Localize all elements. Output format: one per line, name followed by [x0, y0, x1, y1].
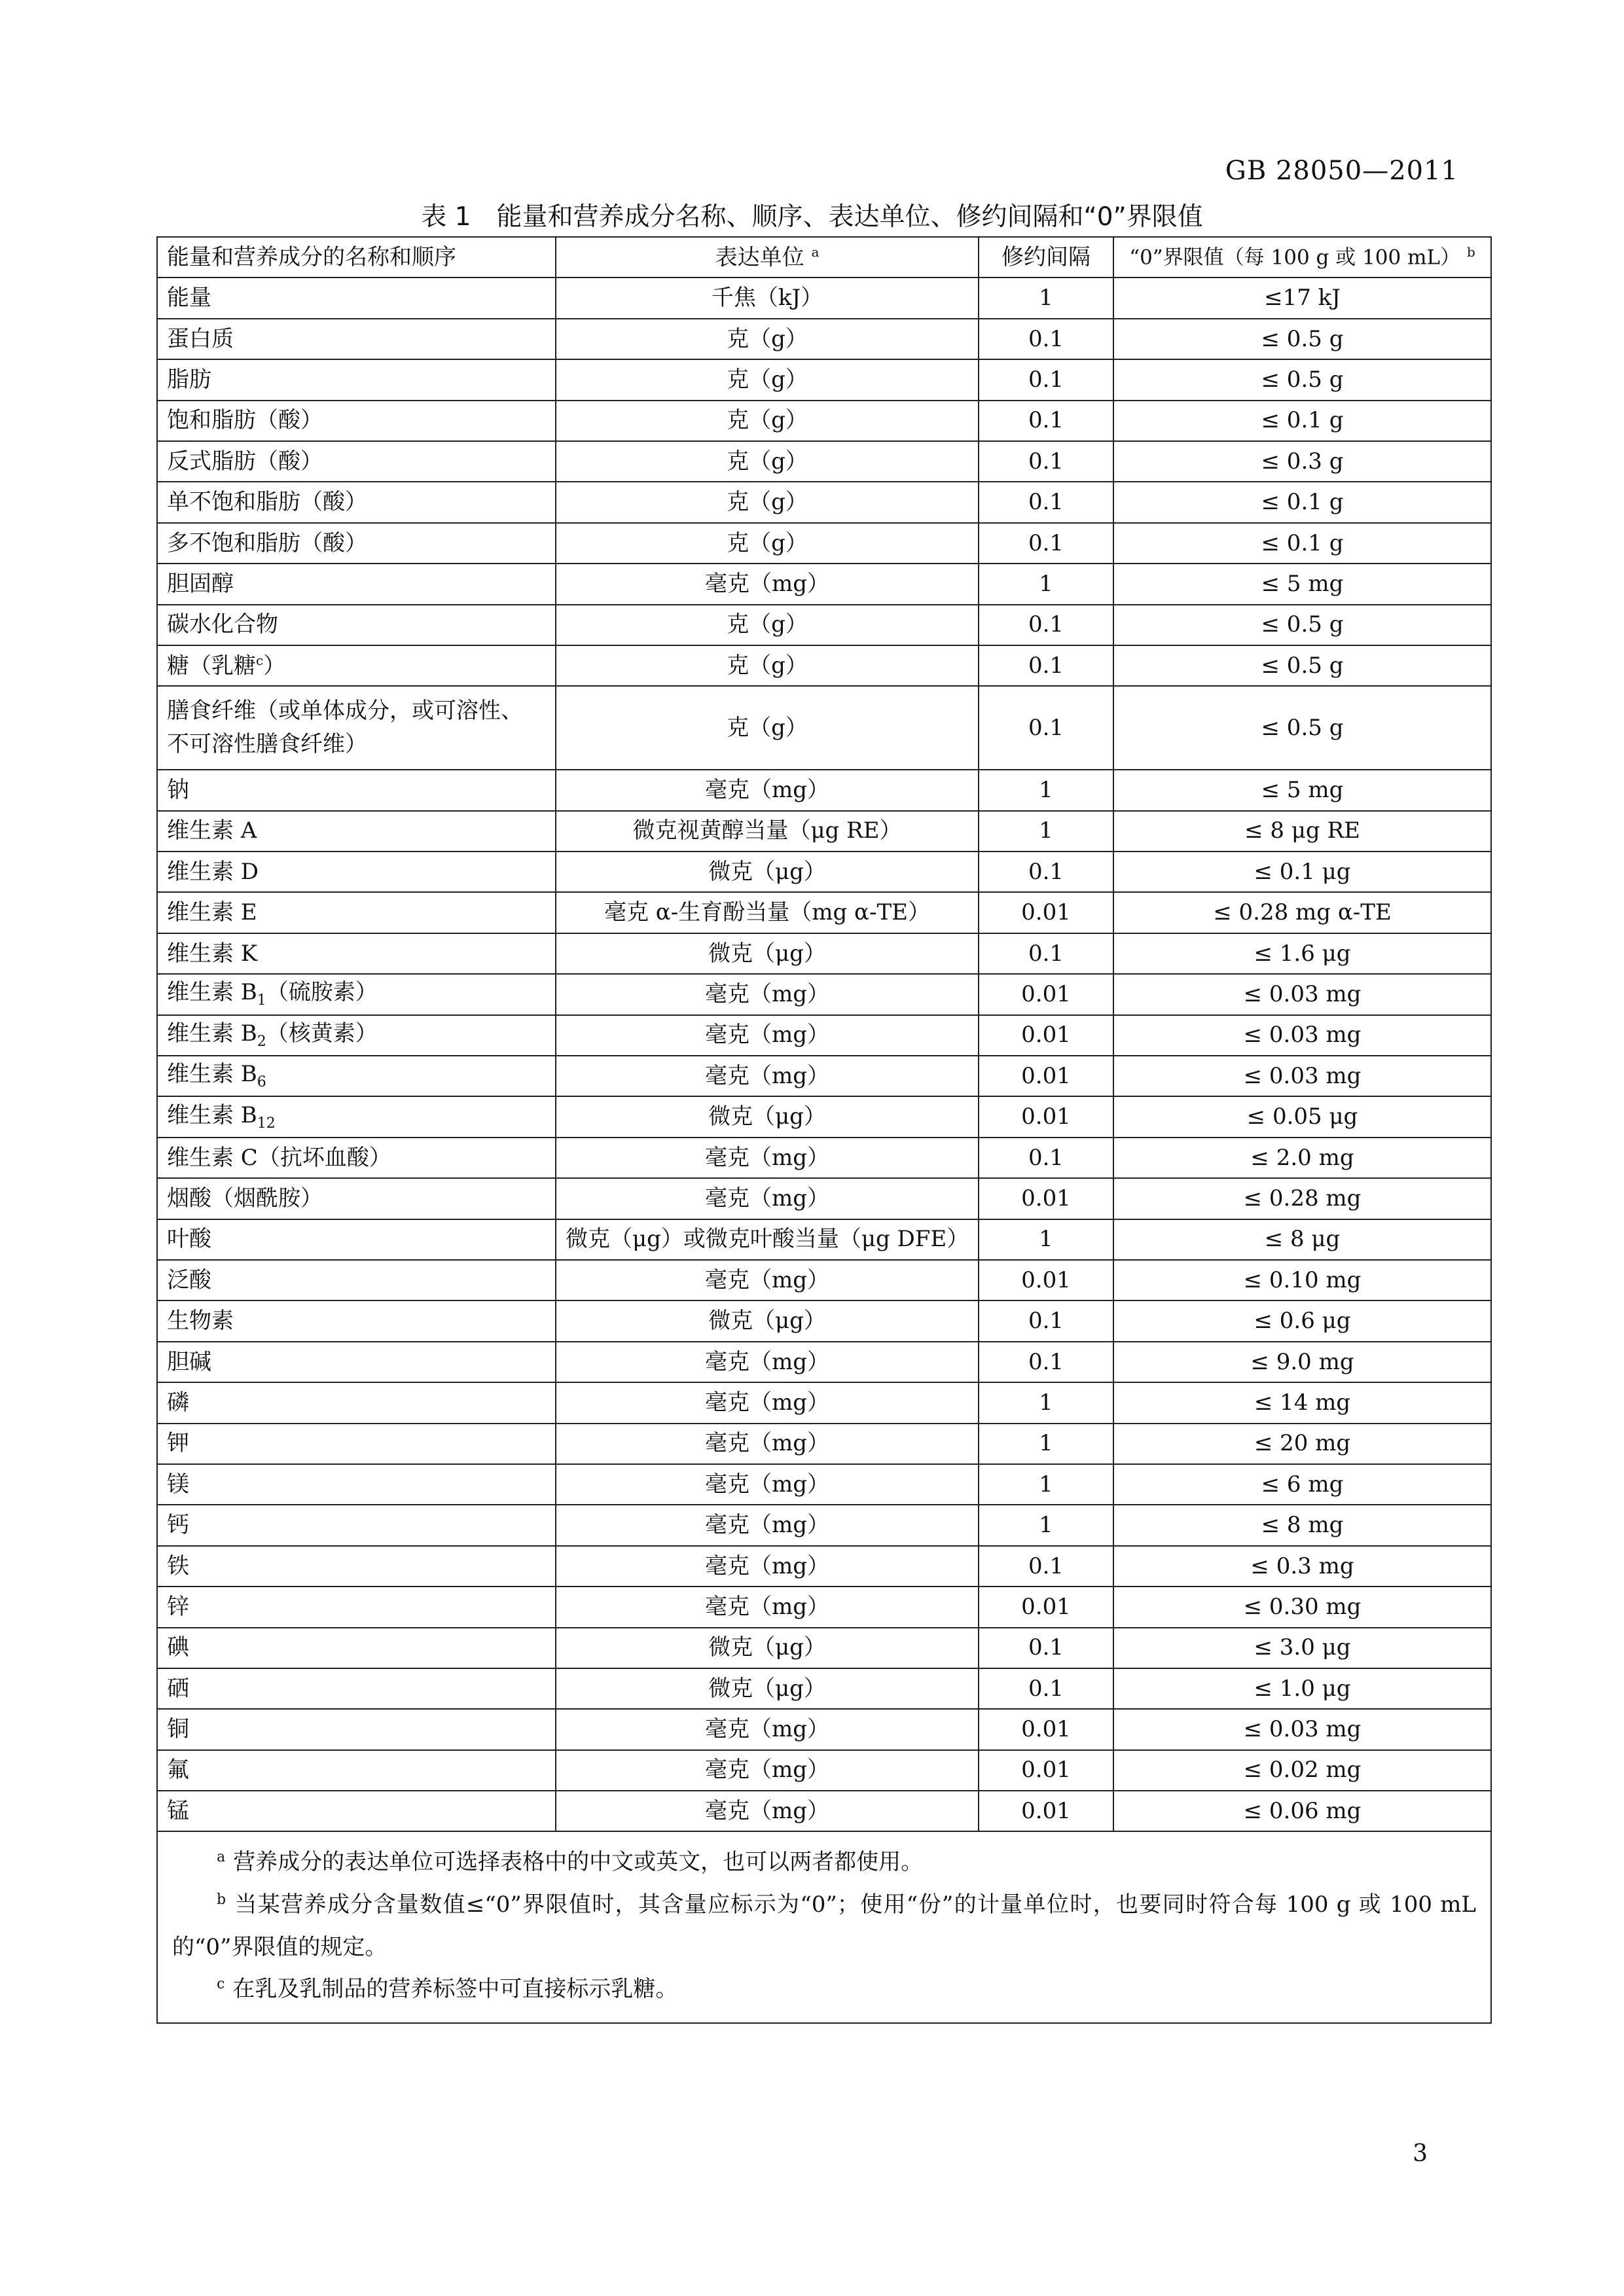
nutrient-name: 泛酸: [157, 1260, 556, 1300]
zero-limit: ≤ 5 mg: [1113, 770, 1491, 810]
zero-limit: ≤ 0.1 g: [1113, 482, 1491, 522]
zero-limit: ≤ 0.06 mg: [1113, 1791, 1491, 1831]
expression-unit: 微克（μg）: [556, 1096, 979, 1137]
nutrient-name: 维生素 $B_2$（核黄素）: [157, 1015, 556, 1056]
table-row: [157, 1424, 1491, 1464]
table-body: [157, 278, 1491, 1831]
nutrient-name: 维生素 $B_6$: [157, 1056, 556, 1096]
zero-limit: ≤ 0.1 g: [1113, 401, 1491, 441]
rounding-interval: 1: [979, 1382, 1113, 1423]
rounding-interval: 0.1: [979, 1546, 1113, 1587]
zero-limit: ≤ 0.10 mg: [1113, 1260, 1491, 1300]
nutrient-name: 维生素 $B_{12}$: [157, 1096, 556, 1137]
rounding-interval: 0.1: [979, 645, 1113, 686]
table-row: [157, 852, 1491, 892]
zero-limit: ≤ 6 mg: [1113, 1464, 1491, 1505]
rounding-interval: 0.01: [979, 1178, 1113, 1219]
expression-unit: 微克（μg）: [556, 1300, 979, 1341]
table-row: [157, 974, 1491, 1014]
expression-unit: 毫克（mg）: [556, 1546, 979, 1587]
expression-unit: 微克（μg）或微克叶酸当量（μg DFE）: [556, 1219, 979, 1260]
expression-unit: 克（g）: [556, 401, 979, 441]
rounding-interval: 1: [979, 1219, 1113, 1260]
footnote-mark-b: b: [1466, 244, 1475, 260]
table-row: [157, 441, 1491, 482]
expression-unit: 毫克（mg）: [556, 1382, 979, 1423]
table-row: [157, 1464, 1491, 1505]
table-row: [157, 1342, 1491, 1382]
expression-unit: 毫克（mg）: [556, 1587, 979, 1627]
table-row: [157, 523, 1491, 564]
zero-limit: ≤ 0.3 g: [1113, 441, 1491, 482]
zero-limit: ≤ 8 μg RE: [1113, 811, 1491, 852]
table-title: 表 1 能量和营养成分名称、顺序、表达单位、修约间隔和“0”界限值: [421, 202, 1203, 232]
expression-unit: 克（g）: [556, 319, 979, 359]
nutrient-name: 钠: [157, 770, 556, 810]
rounding-interval: 0.01: [979, 1750, 1113, 1791]
table-row: [157, 892, 1491, 933]
table-row: [157, 1791, 1491, 1831]
rounding-interval: 0.1: [979, 441, 1113, 482]
rounding-interval: 0.1: [979, 686, 1113, 770]
table-row: [157, 1546, 1491, 1587]
expression-unit: 毫克（mg）: [556, 1342, 979, 1382]
col-header-unit: 表达单位 $^a$: [556, 237, 979, 278]
rounding-interval: 1: [979, 811, 1113, 852]
table-row: [157, 1505, 1491, 1545]
zero-limit: ≤ 0.3 mg: [1113, 1546, 1491, 1587]
rounding-interval: 0.01: [979, 974, 1113, 1014]
nutrient-name: 维生素 C（抗坏血酸）: [157, 1138, 556, 1178]
nutrient-name: 糖（乳糖$^c$）: [157, 645, 556, 686]
nutrient-name: 脂肪: [157, 359, 556, 400]
expression-unit: 毫克（mg）: [556, 564, 979, 604]
table-row: [157, 605, 1491, 645]
zero-limit: ≤ 3.0 μg: [1113, 1628, 1491, 1668]
expression-unit: 毫克（mg）: [556, 1178, 979, 1219]
rounding-interval: 0.01: [979, 1709, 1113, 1749]
zero-limit: ≤ 0.5 g: [1113, 319, 1491, 359]
nutrient-name: 维生素 $B_1$（硫胺素）: [157, 974, 556, 1014]
zero-limit: ≤ 8 mg: [1113, 1505, 1491, 1545]
expression-unit: 毫克（mg）: [556, 1260, 979, 1300]
table-row: [157, 933, 1491, 974]
rounding-interval: 1: [979, 1424, 1113, 1464]
nutrient-name: 钾: [157, 1424, 556, 1464]
rounding-interval: 0.1: [979, 482, 1113, 522]
rounding-interval: 0.1: [979, 523, 1113, 564]
expression-unit: 微克（μg）: [556, 933, 979, 974]
zero-limit: ≤ 0.03 mg: [1113, 1015, 1491, 1056]
rounding-interval: 0.1: [979, 1628, 1113, 1668]
table-row: [157, 564, 1491, 604]
expression-unit: 毫克（mg）: [556, 1464, 979, 1505]
notes-cell: [157, 1831, 1491, 2022]
nutrient-name: 磷: [157, 1382, 556, 1423]
zero-limit: ≤ 0.5 g: [1113, 605, 1491, 645]
expression-unit: 毫克（mg）: [556, 1709, 979, 1749]
rounding-interval: 1: [979, 1464, 1113, 1505]
table-row: [157, 686, 1491, 770]
table-row: [157, 1587, 1491, 1627]
rounding-interval: 0.1: [979, 852, 1113, 892]
zero-limit: ≤ 1.6 μg: [1113, 933, 1491, 974]
col-header-limit: “0”界限值（每 100 g 或 100 mL） $^b$: [1113, 237, 1491, 278]
expression-unit: 微克（μg）: [556, 1628, 979, 1668]
nutrient-name: 硒: [157, 1668, 556, 1709]
zero-limit: ≤ 0.28 mg α-TE: [1113, 892, 1491, 933]
expression-unit: 毫克（mg）: [556, 770, 979, 810]
nutrient-name: 碘: [157, 1628, 556, 1668]
table-row: [157, 1628, 1491, 1668]
rounding-interval: 0.1: [979, 1300, 1113, 1341]
table-row: [157, 1382, 1491, 1423]
nutrient-name: 维生素 E: [157, 892, 556, 933]
rounding-interval: 0.1: [979, 1668, 1113, 1709]
table-row: [157, 401, 1491, 441]
expression-unit: 毫克（mg）: [556, 1750, 979, 1791]
table-row: [157, 1138, 1491, 1178]
nutrient-name: 锰: [157, 1791, 556, 1831]
rounding-interval: 0.1: [979, 401, 1113, 441]
rounding-interval: 0.01: [979, 1587, 1113, 1627]
note-b: $^b$ 当某营养成分含量数值≤“0”界限值时，其含量应标示为“0”；使用“份”的计量单位时，也要同时符合每 100 g 或 100 mL 的“0”界限值的规定。: [172, 1891, 1476, 1960]
zero-limit: ≤ 0.5 g: [1113, 359, 1491, 400]
expression-unit: 毫克（mg）: [556, 1056, 979, 1096]
rounding-interval: 0.01: [979, 1096, 1113, 1137]
rounding-interval: 0.1: [979, 1342, 1113, 1382]
expression-unit: 毫克（mg）: [556, 1505, 979, 1545]
table-row: [157, 1056, 1491, 1096]
zero-limit: ≤ 0.6 μg: [1113, 1300, 1491, 1341]
nutrient-name: 胆固醇: [157, 564, 556, 604]
expression-unit: 微克（μg）: [556, 852, 979, 892]
table-row: [157, 1260, 1491, 1300]
zero-limit: ≤ 0.03 mg: [1113, 974, 1491, 1014]
expression-unit: 克（g）: [556, 523, 979, 564]
table-row: [157, 811, 1491, 852]
nutrient-name: 碳水化合物: [157, 605, 556, 645]
nutrient-name: 锌: [157, 1587, 556, 1627]
nutrient-name: 胆碱: [157, 1342, 556, 1382]
table-row: [157, 1709, 1491, 1749]
table-row: [157, 319, 1491, 359]
rounding-interval: 1: [979, 770, 1113, 810]
standard-code: GB 28050—2011: [1225, 156, 1458, 186]
table-header-row: [157, 237, 1491, 278]
table-row: [157, 482, 1491, 522]
nutrient-name: 钙: [157, 1505, 556, 1545]
expression-unit: 微克（μg）: [556, 1668, 979, 1709]
zero-limit: ≤ 0.03 mg: [1113, 1056, 1491, 1096]
expression-unit: 微克视黄醇当量（μg RE）: [556, 811, 979, 852]
rounding-interval: 0.01: [979, 1015, 1113, 1056]
rounding-interval: 0.1: [979, 319, 1113, 359]
expression-unit: 毫克（mg）: [556, 974, 979, 1014]
table-row: [157, 359, 1491, 400]
expression-unit: 毫克（mg）: [556, 1015, 979, 1056]
expression-unit: 克（g）: [556, 686, 979, 770]
nutrient-name: 生物素: [157, 1300, 556, 1341]
rounding-interval: 0.01: [979, 1260, 1113, 1300]
table-row: [157, 645, 1491, 686]
nutrient-name: 维生素 D: [157, 852, 556, 892]
zero-limit: ≤ 0.03 mg: [1113, 1709, 1491, 1749]
zero-limit: ≤ 0.1 g: [1113, 523, 1491, 564]
table-row: [157, 770, 1491, 810]
expression-unit: 克（g）: [556, 359, 979, 400]
col-header-interval: 修约间隔: [979, 237, 1113, 278]
expression-unit: 毫克 α-生育酚当量（mg α-TE）: [556, 892, 979, 933]
zero-limit: ≤17 kJ: [1113, 278, 1491, 318]
nutrient-name: 维生素 K: [157, 933, 556, 974]
note-a: $^a$ 营养成分的表达单位可选择表格中的中文或英文，也可以两者都使用。: [217, 1849, 924, 1876]
table-row: [157, 1096, 1491, 1137]
rounding-interval: 0.01: [979, 892, 1113, 933]
zero-limit: ≤ 0.05 μg: [1113, 1096, 1491, 1137]
footnote-mark-a: a: [811, 243, 820, 260]
table-row: [157, 1178, 1491, 1219]
nutrient-name: 蛋白质: [157, 319, 556, 359]
rounding-interval: 0.1: [979, 933, 1113, 974]
note-c: $^c$ 在乳及乳制品的营养标签中可直接标示乳糖。: [217, 1975, 678, 2003]
zero-limit: ≤ 0.5 g: [1113, 686, 1491, 770]
expression-unit: 克（g）: [556, 441, 979, 482]
nutrient-name: 反式脂肪（酸）: [157, 441, 556, 482]
zero-limit: ≤ 14 mg: [1113, 1382, 1491, 1423]
nutrient-name: 氟: [157, 1750, 556, 1791]
rounding-interval: 1: [979, 278, 1113, 318]
rounding-interval: 0.1: [979, 605, 1113, 645]
nutrient-name: 铁: [157, 1546, 556, 1587]
expression-unit: 千焦（kJ）: [556, 278, 979, 318]
nutrient-name: 能量: [157, 278, 556, 318]
zero-limit: ≤ 8 μg: [1113, 1219, 1491, 1260]
zero-limit: ≤ 0.1 μg: [1113, 852, 1491, 892]
col-header-name: 能量和营养成分的名称和顺序: [157, 237, 556, 278]
table-row: [157, 1300, 1491, 1341]
zero-limit: ≤ 1.0 μg: [1113, 1668, 1491, 1709]
expression-unit: 毫克（mg）: [556, 1424, 979, 1464]
table-row: [157, 1219, 1491, 1260]
notes-row: [157, 1831, 1491, 2022]
nutrient-name: 铜: [157, 1709, 556, 1749]
zero-limit: ≤ 9.0 mg: [1113, 1342, 1491, 1382]
expression-unit: 毫克（mg）: [556, 1138, 979, 1178]
zero-limit: ≤ 0.02 mg: [1113, 1750, 1491, 1791]
nutrient-name: 单不饱和脂肪（酸）: [157, 482, 556, 522]
table-row: [157, 278, 1491, 318]
nutrient-name: 膳食纤维（或单体成分，或可溶性、 不可溶性膳食纤维）: [157, 686, 556, 770]
rounding-interval: 0.1: [979, 359, 1113, 400]
nutrient-table: [156, 236, 1492, 2024]
zero-limit: ≤ 5 mg: [1113, 564, 1491, 604]
nutrient-name: 烟酸（烟酰胺）: [157, 1178, 556, 1219]
table-row: [157, 1668, 1491, 1709]
rounding-interval: 0.1: [979, 1138, 1113, 1178]
nutrient-name: 叶酸: [157, 1219, 556, 1260]
page-number: 3: [1413, 2140, 1428, 2167]
zero-limit: ≤ 2.0 mg: [1113, 1138, 1491, 1178]
nutrient-name: 多不饱和脂肪（酸）: [157, 523, 556, 564]
rounding-interval: 1: [979, 1505, 1113, 1545]
table-row: [157, 1750, 1491, 1791]
zero-limit: ≤ 0.5 g: [1113, 645, 1491, 686]
expression-unit: 克（g）: [556, 645, 979, 686]
rounding-interval: 0.01: [979, 1791, 1113, 1831]
expression-unit: 克（g）: [556, 605, 979, 645]
expression-unit: 克（g）: [556, 482, 979, 522]
table-row: [157, 1015, 1491, 1056]
zero-limit: ≤ 0.30 mg: [1113, 1587, 1491, 1627]
rounding-interval: 0.01: [979, 1056, 1113, 1096]
zero-limit: ≤ 0.28 mg: [1113, 1178, 1491, 1219]
nutrient-name: 镁: [157, 1464, 556, 1505]
expression-unit: 毫克（mg）: [556, 1791, 979, 1831]
zero-limit: ≤ 20 mg: [1113, 1424, 1491, 1464]
nutrient-name: 维生素 A: [157, 811, 556, 852]
rounding-interval: 1: [979, 564, 1113, 604]
nutrient-name: 饱和脂肪（酸）: [157, 401, 556, 441]
